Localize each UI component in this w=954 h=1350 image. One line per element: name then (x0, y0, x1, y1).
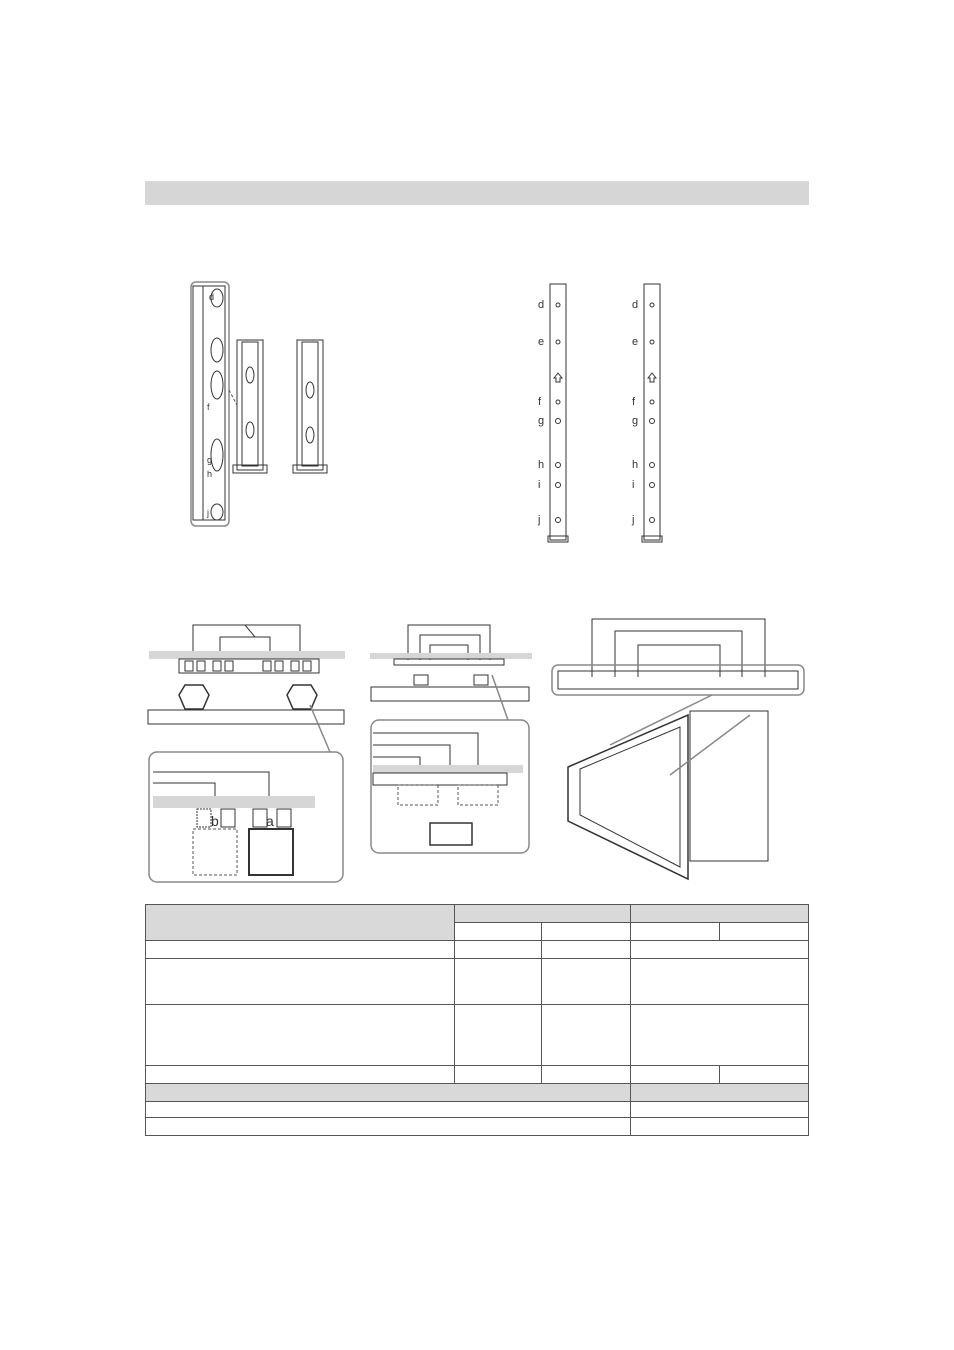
mount-drawing-center (368, 615, 533, 855)
table-cell (146, 941, 455, 959)
table-cell (454, 941, 542, 959)
table-cell (631, 1102, 809, 1118)
table-cell (454, 959, 542, 1005)
mount-figure-center (368, 615, 533, 855)
table-cell (542, 941, 631, 959)
table-cell (542, 923, 631, 941)
table-cell (720, 923, 809, 941)
rail-letter-e-right: e (632, 336, 639, 348)
table-cell (631, 941, 809, 959)
table-cell (454, 905, 631, 923)
rail-letter-g-right: g (632, 415, 639, 427)
table-cell (454, 923, 542, 941)
table-cell (146, 1118, 631, 1136)
rail-letter-h-left: h (538, 459, 545, 471)
rail-figure (530, 280, 670, 550)
table-cell (146, 959, 455, 1005)
rail-letter-f-left: f (538, 396, 542, 408)
specification-table (145, 904, 809, 1136)
rail-letter-e-left: e (538, 336, 545, 348)
table-cell (720, 1066, 809, 1084)
table-row (146, 941, 809, 959)
svg-text:h: h (207, 469, 213, 479)
svg-text:d: d (209, 292, 215, 302)
svg-text:f: f (207, 402, 210, 412)
table-cell (146, 1066, 455, 1084)
table-row (146, 1118, 809, 1136)
table-cell (631, 1084, 809, 1102)
table-cell (146, 1102, 631, 1118)
table-cell (631, 1118, 809, 1136)
rail-letter-g-left: g (538, 415, 545, 427)
callout-letter-a: a (266, 813, 274, 829)
table-row (146, 959, 809, 1005)
table-row (146, 1102, 809, 1118)
mount-figure-left (145, 615, 350, 885)
table-cell (146, 905, 455, 941)
table-cell (631, 1005, 809, 1066)
table-cell (146, 1084, 631, 1102)
table-cell (454, 1066, 542, 1084)
rail-letter-d-right: d (632, 299, 639, 311)
table-cell (631, 959, 809, 1005)
rail-letter-i-left: i (538, 479, 541, 491)
svg-text:g: g (207, 455, 213, 465)
table-cell (542, 959, 631, 1005)
callout-letter-b: b (211, 813, 219, 829)
rail-letter-j-right: j (632, 514, 635, 526)
table-cell (542, 1005, 631, 1066)
mount-figure-right (550, 615, 810, 890)
rail-letter-j-left: j (538, 514, 541, 526)
rail-letter-i-right: i (632, 479, 635, 491)
table-cell (542, 1066, 631, 1084)
bracket-drawing (185, 280, 345, 535)
rail-letter-f-right: f (632, 396, 636, 408)
rail-letter-d-left: d (538, 299, 545, 311)
bracket-figure-left (185, 280, 345, 535)
table-cell (631, 1066, 720, 1084)
mount-drawing-left (145, 615, 350, 885)
table-cell (146, 1005, 455, 1066)
rail-drawing (530, 280, 670, 550)
monitor-frame-drawing (550, 615, 810, 890)
svg-text:j: j (207, 508, 209, 518)
table-row (146, 1066, 809, 1084)
table-cell (454, 1005, 542, 1066)
table-section-row (146, 1084, 809, 1102)
table-cell (631, 905, 809, 923)
table-cell (631, 923, 720, 941)
table-row (146, 1005, 809, 1066)
rail-letter-h-right: h (632, 459, 639, 471)
table-header-row (146, 905, 809, 923)
section-header-band (145, 181, 809, 205)
